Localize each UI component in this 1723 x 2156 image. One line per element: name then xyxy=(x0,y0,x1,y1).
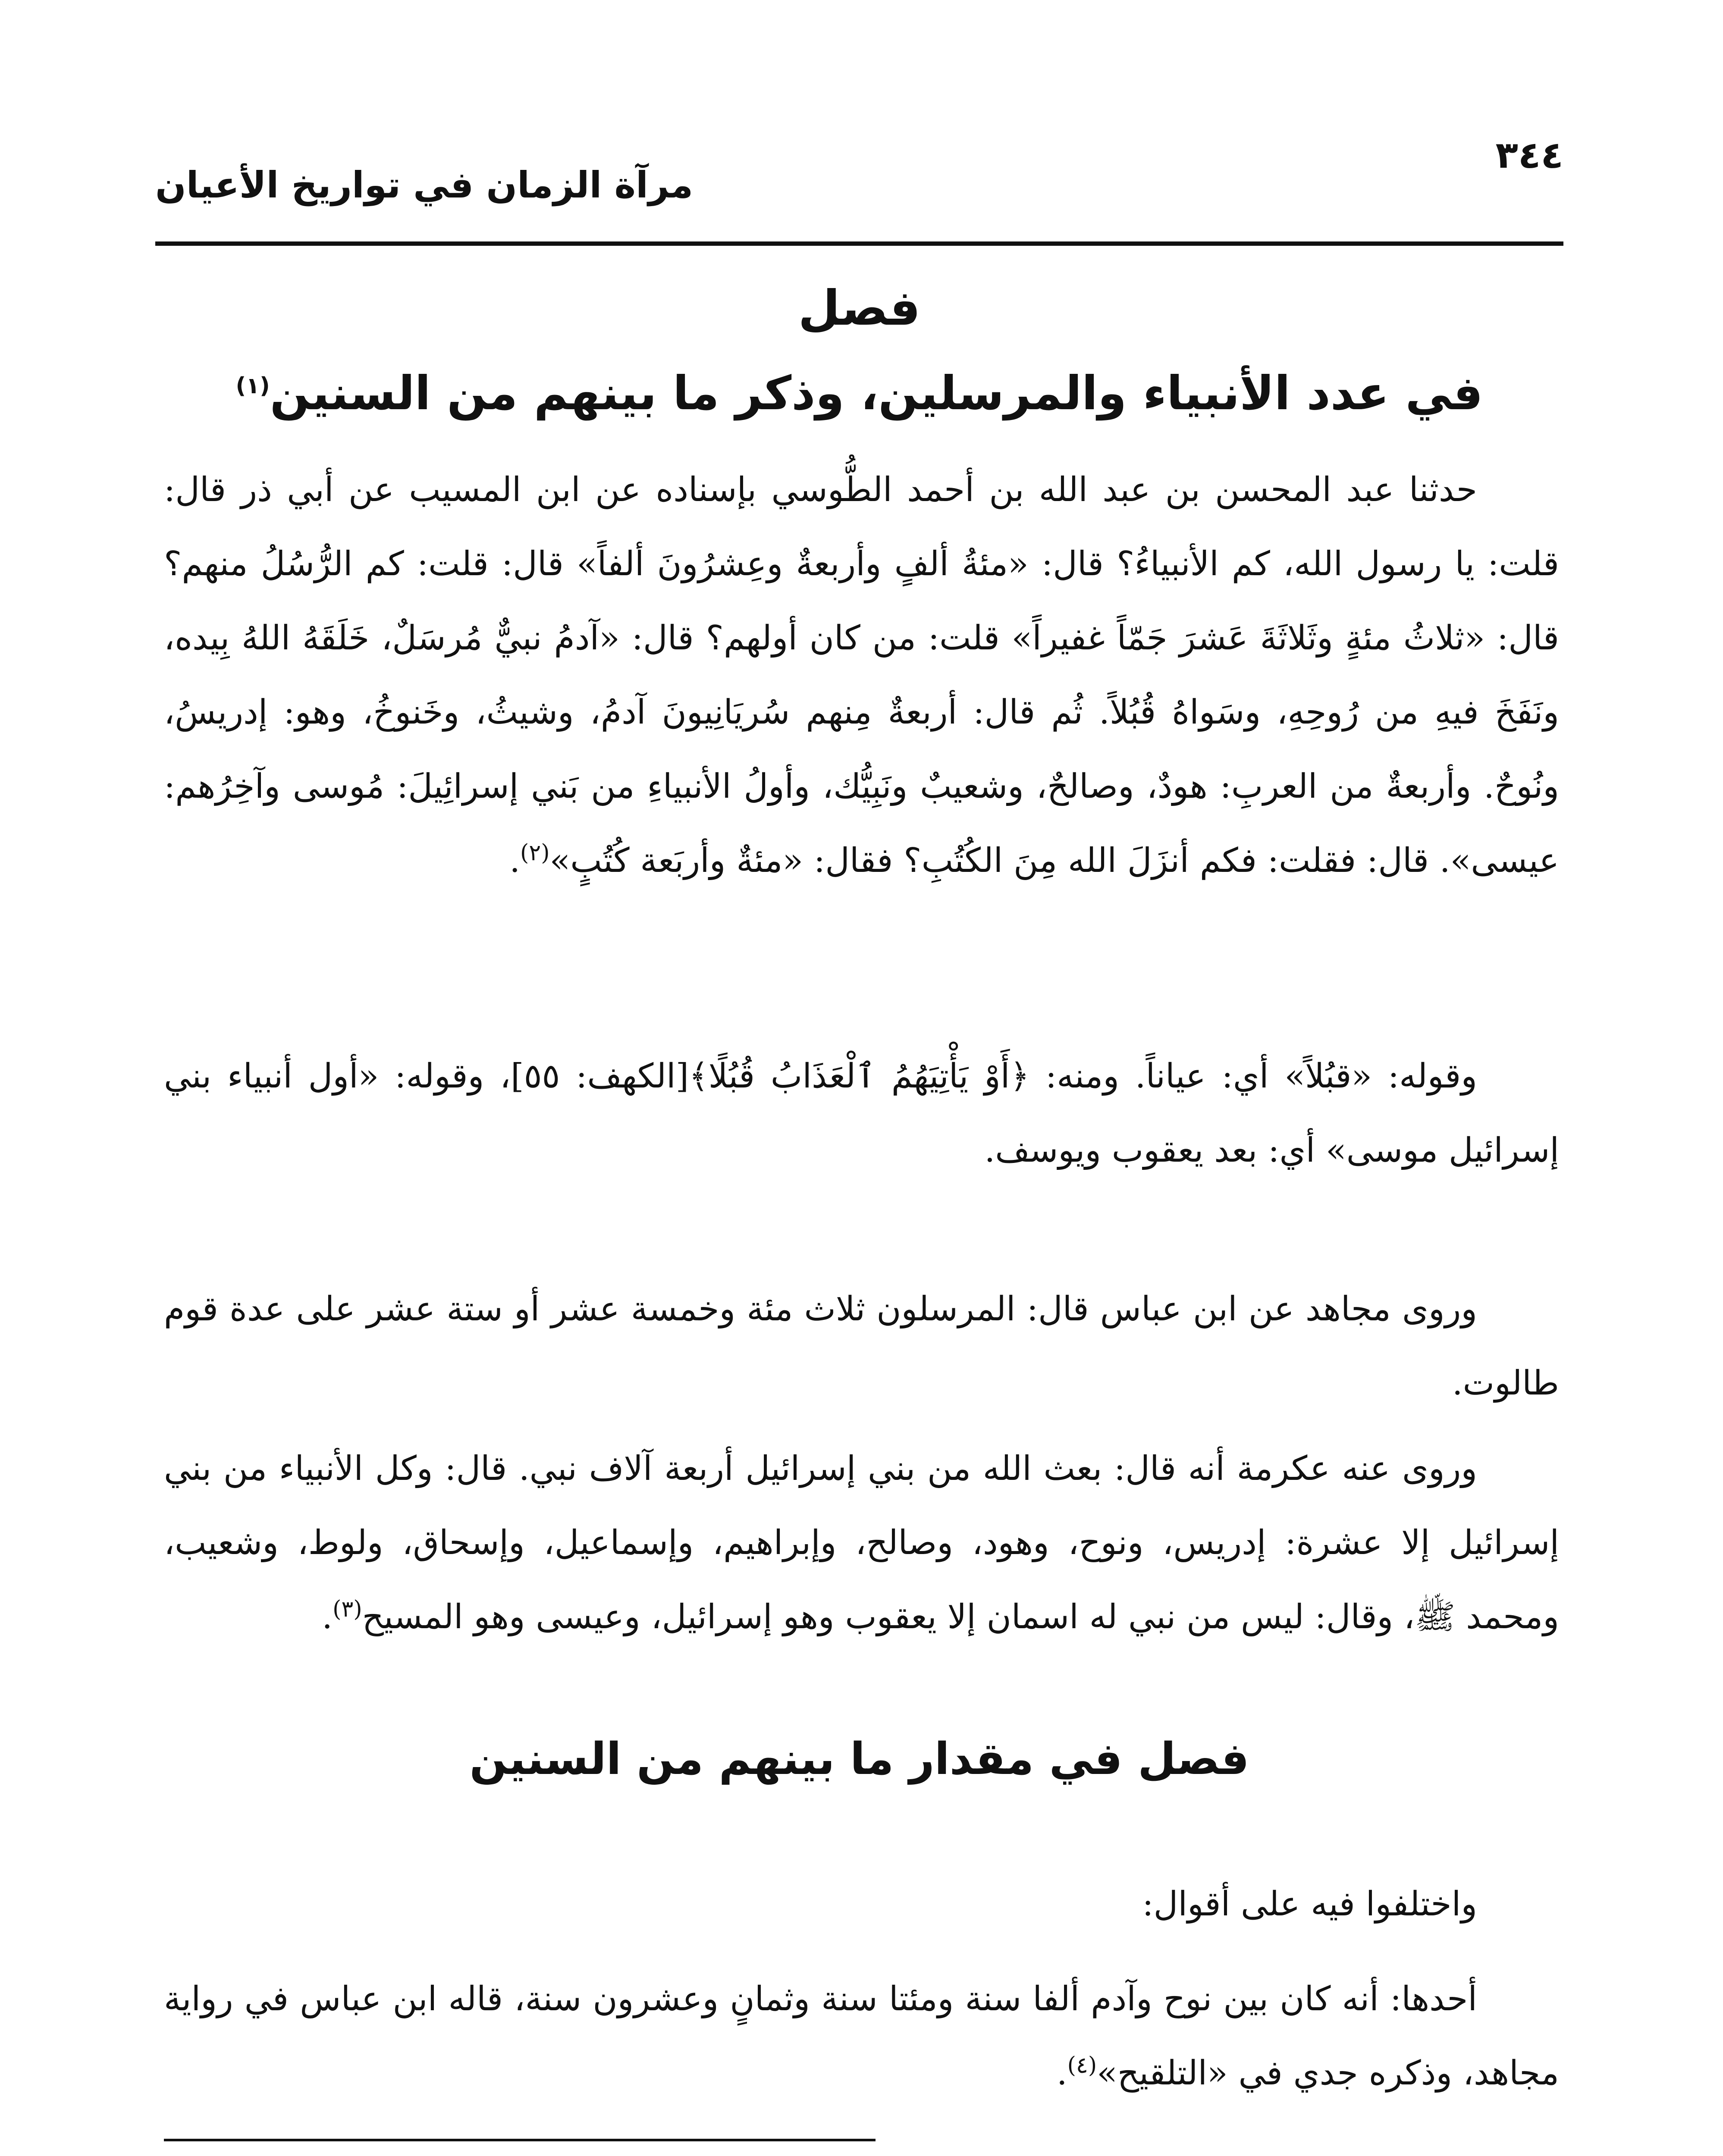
section-heading-text: فصل في مقدار ما بينهم من السنين xyxy=(469,1733,1249,1785)
chapter-subheading-text: في عدد الأنبياء والمرسلين، وذكر ما بينهم من السنين xyxy=(270,367,1483,420)
chapter-heading-text: فصل xyxy=(798,280,921,336)
paragraph-first-opinion xyxy=(164,1962,1559,2110)
paragraph-ikrima-text: وروى عنه عكرمة أنه قال: بعث الله من بني إسرائيل أربعة آلاف نبي. قال: وكل الأنبياء من بني إسرائيل إلا عشرة: إدريس، ونوح، وهود، وصالح، وإبراهيم، وإسماعيل، وإسحاق، ولوط، وشعيب، ومحمد ﷺ، وقال: ليس من نبي له اسمان إلا يعقوب وهو إسرائيل، وعيسى وهو المسيح xyxy=(164,1449,1559,1636)
section-heading xyxy=(155,1733,1563,1785)
header-rule xyxy=(155,241,1563,246)
paragraph-hadith-end: . xyxy=(509,841,520,880)
paragraph-explanation-text: وقوله: «قبُلاً» أي: عياناً. ومنه: ﴿أَوْ يَأْتِيَهُمُ ٱلْعَذَابُ قُبُلًا﴾[الكهف: ٥٥]، وقوله: «أول أنبياء بني إسرائيل موسى» أي: بعد يعقوب ويوسف. xyxy=(164,1057,1559,1170)
chapter-heading xyxy=(155,280,1563,336)
paragraph-hadith xyxy=(164,453,1559,898)
paragraph-mujahid-text: وروى مجاهد عن ابن عباس قال: المرسلون ثلاث مئة وخمسة عشر أو ستة عشر على عدة قوم طالوت. xyxy=(164,1290,1559,1403)
paragraph-opinions-intro-text: واختلفوا فيه على أقوال: xyxy=(1142,1885,1477,1924)
paragraph-opinions-intro xyxy=(164,1867,1559,1941)
paragraph-first-opinion-text: أحدها: أنه كان بين نوح وآدم ألفا سنة ومئتا سنة وثمانٍ وعشرون سنة، قاله ابن عباس في رواية مجاهد، وذكره جدي في «التلقيح» xyxy=(164,1980,1559,2093)
paragraph-ikrima-end: . xyxy=(322,1598,333,1636)
footnote-ref-2: (٢) xyxy=(520,840,550,866)
running-head xyxy=(155,129,1563,224)
paragraph-explanation xyxy=(164,1039,1559,1188)
footnote-ref-4: (٤) xyxy=(1067,2053,1097,2078)
chapter-subheading xyxy=(155,367,1563,420)
paragraph-hadith-text: حدثنا عبد المحسن بن عبد الله بن أحمد الطُّوسي بإسناده عن ابن المسيب عن أبي ذر قال: قلت: يا رسول الله، كم الأنبياءُ؟ قال: «مئةُ ألفٍ وأربعةٌ وعِشرُونَ ألفاً» قال: قلت: كم الرُّسُلُ منهم؟ قال: «ثلاثُ مئةٍ وثَلاثَةَ عَشرَ جَمّاً غفيراً» قلت: من كان أولهم؟ قال: «آدمُ نبيٌّ مُرسَلٌ، خَلَقَهُ اللهُ بِيده، ونَفَخَ فيهِ من رُوحِهِ، وسَواهُ قُبُلاً. ثُم قال: أربعةٌ مِنهم سُريَانِيونَ آدمُ، وشيثُ، وخَنوخُ، وهو: إدريسُ، ونُوحٌ. وأربعةٌ من العربِ: هودٌ، وصالحٌ، وشعيبٌ ونَبِيُّك، وأولُ الأنبياءِ من بَني إسرائِيلَ: مُوسى وآخِرُهم: عيسى». قال: فقلت: فكم أنزَلَ الله مِنَ الكُتُبِ؟ فقال: «مئةٌ وأربَعة كُتُبٍ» xyxy=(164,470,1559,880)
footnote-separator xyxy=(164,2139,876,2141)
paragraph-mujahid xyxy=(164,1272,1559,1420)
paragraph-first-opinion-end: . xyxy=(1056,2054,1067,2093)
book-title: مرآة الزمان في تواريخ الأعيان xyxy=(155,164,694,206)
page-number: ٣٤٤ xyxy=(1495,134,1563,177)
paragraph-ikrima xyxy=(164,1432,1559,1654)
footnote-ref-3: (٣) xyxy=(333,1596,362,1622)
footnote-ref-1: (١) xyxy=(235,373,270,399)
